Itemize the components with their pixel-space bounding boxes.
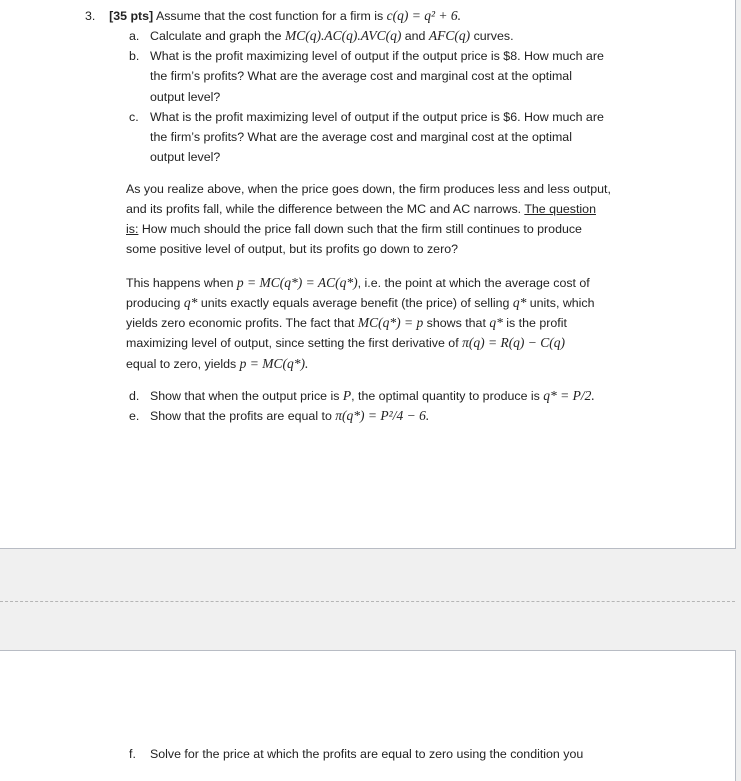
item-e-label: e. [129,409,140,423]
question-intro: Assume that the cost function for a firm is [153,9,387,23]
paragraph-2-line [126,335,565,351]
item-c-line: output level? [150,150,221,164]
question-number: 3. [85,9,96,23]
item-b-line: output level? [150,90,221,104]
text: Show that the profits are equal to [150,409,336,423]
text: Show that when the output price is [150,389,343,403]
page-break-divider [0,601,735,602]
item-c-line: What is the profit maximizing level of output if the output price is $6. How much are [150,110,604,124]
paragraph-1-line [126,201,596,217]
math: p = MC(q*). [239,356,309,371]
question-3-header [85,8,461,24]
text: producing [126,296,184,310]
item-d [150,388,595,404]
item-c-label: c. [129,110,139,124]
paragraph-1-line: some positive level of output, but its profits go down to zero? [126,242,458,256]
math: MC(q).AC(q).AVC(q) [285,28,402,43]
underlined-text: is: [126,222,139,236]
item-a-label: a. [129,29,140,43]
math: q* [489,315,503,330]
paragraph-2-line [126,356,308,372]
text: is the profit [502,316,567,330]
text: maximizing level of output, since setting the first derivative of [126,336,463,350]
paragraph-2-line [126,275,590,291]
math: MC(q*) = p [357,315,424,330]
text: Calculate and graph the [150,29,286,43]
text: This happens when [126,276,237,290]
cost-function: c(q) = q² + 6. [386,8,462,23]
math: p = MC(q*) = AC(q*) [236,275,358,290]
paragraph-1-line [126,221,582,237]
math: q* [512,295,527,310]
item-b-line: the firm’s profits? What are the average cost and marginal cost at the optimal [150,69,572,83]
text: shows that [423,316,490,330]
item-b-line: What is the profit maximizing level of output if the output price is $8. How much are [150,49,604,63]
paragraph-2-line [126,295,595,311]
item-e [150,408,429,424]
math: P [342,388,352,403]
text: yields zero economic profits. The fact that [126,316,358,330]
math: q* [183,295,198,310]
math: π(q) = R(q) − C(q) [462,335,566,350]
paragraph-1-line: As you realize above, when the price goes down, the firm produces less and less output, [126,182,611,196]
text: How much should the price fall down such that the firm still continues to produce [138,222,582,236]
underlined-text: The question [524,202,596,216]
text: and [401,29,429,43]
text: , the optimal quantity to produce is [351,389,544,403]
text: equal to zero, yields [126,357,240,371]
math: AFC(q) [428,28,471,43]
item-c-line: the firm’s profits? What are the average cost and marginal cost at the optimal [150,130,572,144]
math: π(q*) = P²/4 − 6. [335,408,430,423]
item-f: Solve for the price at which the profits are equal to zero using the condition you [150,747,584,761]
item-d-label: d. [129,389,140,403]
item-f-label: f. [129,747,136,761]
text: , i.e. the point at which the average cost of [357,276,590,290]
text: and its profits fall, while the difference between the MC and AC narrows. [126,202,525,216]
paragraph-2-line [126,315,567,331]
points-label: [35 pts] [109,9,154,23]
text: curves. [470,29,514,43]
text: units exactly equals average benefit (the price) of selling [197,296,513,310]
item-b-label: b. [129,49,140,63]
document-page-2 [0,650,736,781]
item-a [150,28,514,44]
math: q* = P/2. [543,388,595,403]
text: units, which [526,296,595,310]
